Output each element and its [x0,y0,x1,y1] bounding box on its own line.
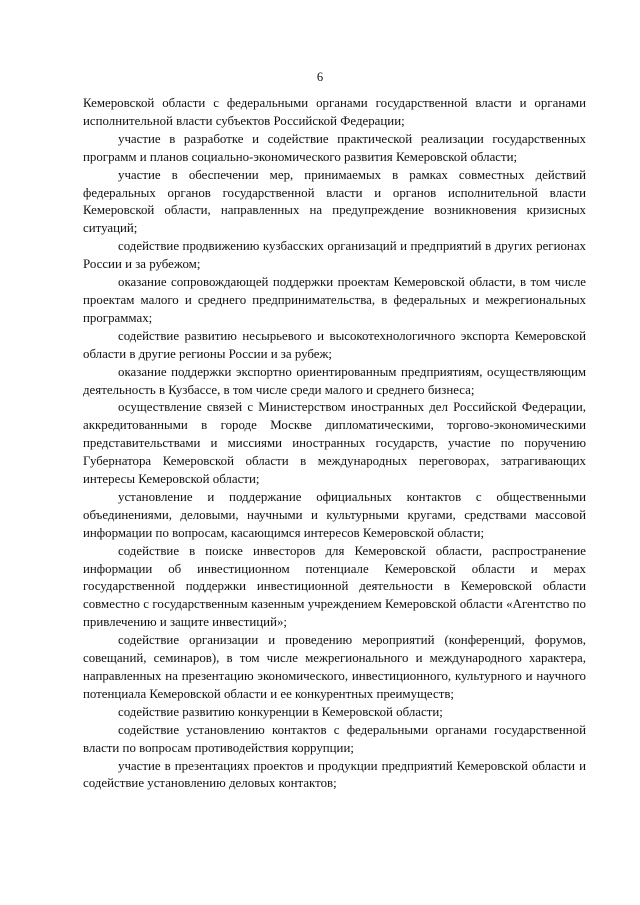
document-body [83,95,586,793]
paragraph: участие в обеспечении мер, принимаемых в рамках совместных действий федеральных органов государственной власти и органов исполнительной власти Кемеровской области, направленных на предупреждение возникновения кризисных ситуаций; [83,167,586,236]
paragraph: оказание поддержки экспортно ориентированным предприятиям, осуществляющим деятельность в Кузбассе, в том числе среди малого и среднего бизнеса; [83,364,586,397]
paragraph: участие в разработке и содействие практической реализации государственных программ и планов социально-экономического развития Кемеровской области; [83,131,586,164]
paragraph: осуществление связей с Министерством иностранных дел Российской Федерации, аккредитованными в городе Москве дипломатическими, торгово-экономическими представительствами и миссиями иностранных государств, участие по поручению Губернатора Кемеровской области в международных переговорах, затрагивающих интересы Кемеровской области; [83,400,586,487]
paragraph: содействие организации и проведению мероприятий (конференций, форумов, совещаний, семинаров), в том числе межрегионального и международного характера, направленных на презентацию экономического, инвестиционного, культурного и научного потенциала Кемеровской области и ее конкурентных преимуществ; [83,633,586,701]
paragraph-continuation: Кемеровской области с федеральными органами государственной власти и органами исполнительной власти субъектов Российской Федерации; [83,96,586,128]
paragraph: содействие установлению контактов с федеральными органами государственной власти по вопросам противодействия коррупции; [83,722,586,755]
paragraph: содействие развитию несырьевого и высокотехнологичного экспорта Кемеровской области в другие регионы России и за рубеж; [83,328,586,361]
paragraph: оказание сопровождающей поддержки проектам Кемеровской области, в том числе проектам малого и среднего предпринимательства, в федеральных и межрегиональных программах; [83,275,586,325]
paragraph: установление и поддержание официальных контактов с общественными объединениями, деловыми, научными и культурными кругами, средствами массовой информации по вопросам, касающимся интересов Кемеровской области; [83,489,586,540]
paragraph: содействие в поиске инвесторов для Кемеровской области, распространение информации об инвестиционном потенциале Кемеровской области и мерах государственной поддержки инвестиционной деятельности в Кемеровской области совместно с государственным казенным учреждением Кемеровской области «Агентство по привлечению и защите инвестиций»; [83,543,586,630]
page-number: 6 [316,70,324,84]
paragraph: содействие развитию конкуренции в Кемеровской области; [118,704,443,719]
paragraph: участие в презентациях проектов и продукции предприятий Кемеровской области и содействие установлению деловых контактов; [83,758,586,791]
paragraph: содействие продвижению кузбасских организаций и предприятий в других регионах России и за рубежом; [83,239,586,272]
